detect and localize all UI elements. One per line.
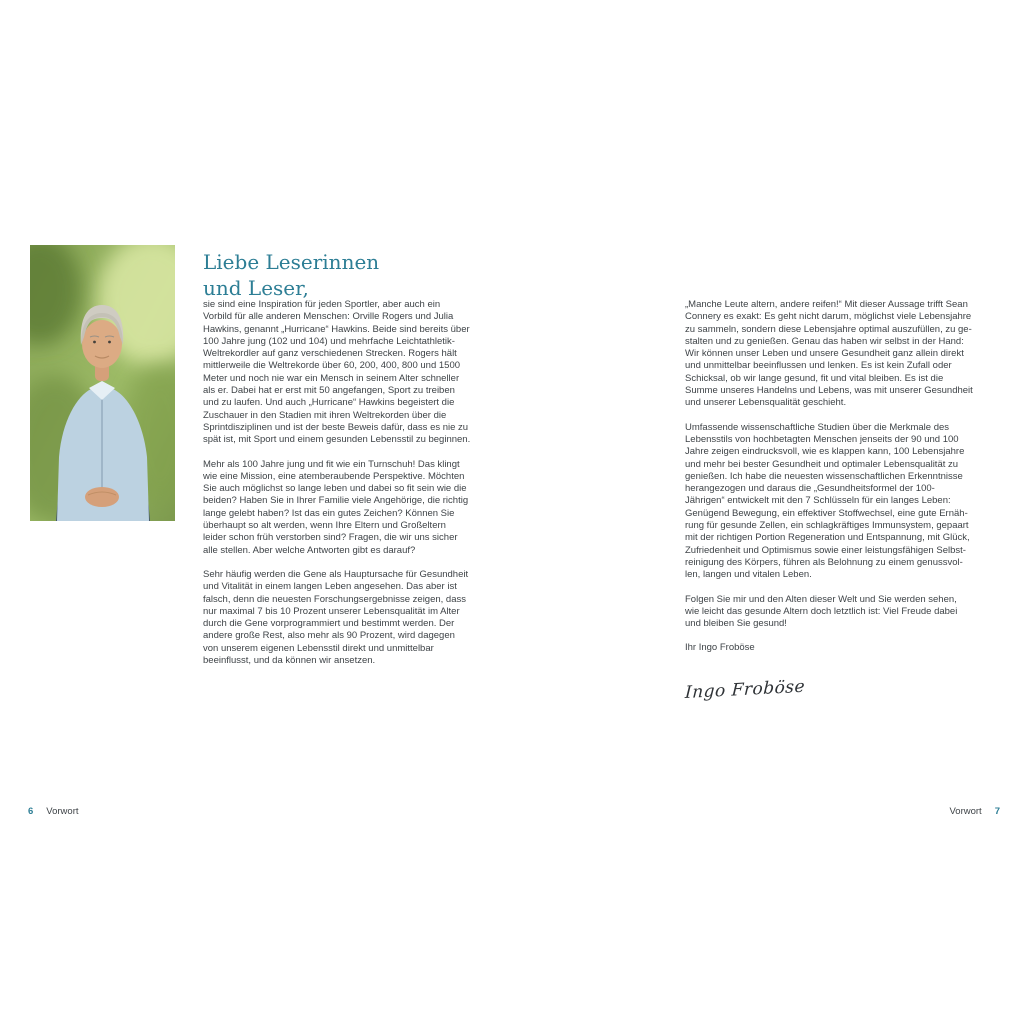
heading-line-2: und Leser, <box>203 276 309 301</box>
running-title-left: Vorwort <box>46 806 79 817</box>
left-page-footer <box>28 806 79 818</box>
right-page-text-column <box>685 299 973 703</box>
page-number-left: 6 <box>28 806 34 817</box>
author-photo-illustration <box>30 245 175 521</box>
left-page-text-column <box>203 299 471 679</box>
body-paragraph: sie sind eine Inspiration für jeden Sportler, aber auch ein Vorbild für alle anderen Menschen: Orville Rogers und Julia Hawkins, genannt „Hurricane“ Hawkins. Beide sind bereits über 100 Jahre jung (102 und 104) und mehrfache Leichtathletik-Weltrekordler auf ganz verschiedenen Strecken. Rogers hält mittlerweile die Weltrekorde über 60, 200, 400, 800 und 1500 Meter und noch nie war ein Mensch in seinem Alter schneller als er. Dabei hat er erst mit 50 angefangen, Sport zu treiben und zu laufen. Und auch „Hurricane“ Hawkins begeistert die Zuschauer in den Stadien mit ihren Weltrekorden über die Sprintdisziplinen und ist der beste Beweis dafür, dass es nie zu spät ist, mit Sport und einem gesunden Lebensstil zu beginnen. <box>203 299 471 446</box>
body-paragraph: Umfassende wissenschaftliche Studien über die Merkmale des Lebensstils von hochbetagten Menschen jenseits der 90 und 100 Jahre zeigen eindrucksvoll, wie es klappen kann, 100 Lebensjahre und mehr bei bester Gesundheit und optimaler Lebensqualität zu genießen. Ich habe die neuesten wissenschaftlichen Erkenntnisse herangezogen und daraus die „Gesundheitsformel der 100-Jährigen“ entwickelt mit den 7 Schlüsseln für ein langes Leben: Genügend Bewegung, ein effektiver Stoffwechsel, eine gute Ernährung für gesunde Zellen, ein schlagkräftiges Immunsystem, gepaart mit der richtigen Portion Regeneration und Entspannung, mit Glück, Zufriedenheit und Optimismus sowie einer leistungsfähigen Selbstreinigung des Körpers, führen als Belohnung zu einem genussvollen, langen und vitalen Leben. <box>685 421 970 581</box>
author-photo <box>30 245 175 521</box>
right-page-footer <box>949 806 1000 818</box>
body-paragraph: Folgen Sie mir und den Alten dieser Welt und Sie werden sehen, wie leicht das gesunde Altern doch letztlich ist: Viel Freude dabei und bleiben Sie gesund! <box>685 593 958 630</box>
body-paragraph: Mehr als 100 Jahre jung und fit wie ein Turnschuh! Das klingt wie eine Mission, eine atemberaubende Perspektive. Möchten Sie auch möglichst so lange leben und dabei so fit sein wie die beiden? Haben Sie in Ihrer Familie viele Angehörige, die richtig lange gelebt haben? Ist das ein gutes Zeichen? Können Sie überhaupt so alt werden, wenn Ihre Eltern und Großeltern leider schon früh verstorben sind? Fragen, die wir uns sicher alle stellen. Aber welche Antworten gibt es darauf? <box>203 458 469 556</box>
author-signature: Ingo Froböse <box>684 676 806 703</box>
running-title-right: Vorwort <box>949 806 982 817</box>
body-paragraph: Sehr häufig werden die Gene als Hauptursache für Gesundheit und Vitalität in einem langen Leben angesehen. Das aber ist falsch, denn die neuesten Forschungsergebnisse zeigen, dass nur maximal 7 bis 10 Prozent unserer Lebensqualität im Alter durch die Gene vorprogrammiert und bestimmt werden. Der andere große Rest, also mehr als 90 Prozent, wird dagegen von unserem eigenen Lebensstil direkt und unmittelbar beeinflusst, und da können wir ansetzen. <box>203 568 469 667</box>
chapter-heading <box>203 249 379 301</box>
body-paragraph: „Manche Leute altern, andere reifen!“ Mit dieser Aussage trifft Sean Connery es exakt: Es geht nicht darum, möglichst viele Lebensjahre zu sammeln, sondern diese Lebensjahre optimal auszufüllen, zu gestalten und zu genießen. Genau das haben wir selbst in der Hand: Wir können unser Leben und unsere Gesundheit ganz allein direkt und unmittelbar beeinflussen und lenken. Es ist kein Zufall oder Schicksal, ob wir lange gesund, fit und vital bleiben. Es ist die Summe unseres Handelns und Lebens, was mit unserer Gesundheit und unserer Lebensqualität geschieht. <box>685 299 973 409</box>
closing-line: Ihr Ingo Froböse <box>685 642 755 654</box>
heading-line-1: Liebe Leserinnen <box>203 250 380 275</box>
page-number-right: 7 <box>994 806 1000 817</box>
